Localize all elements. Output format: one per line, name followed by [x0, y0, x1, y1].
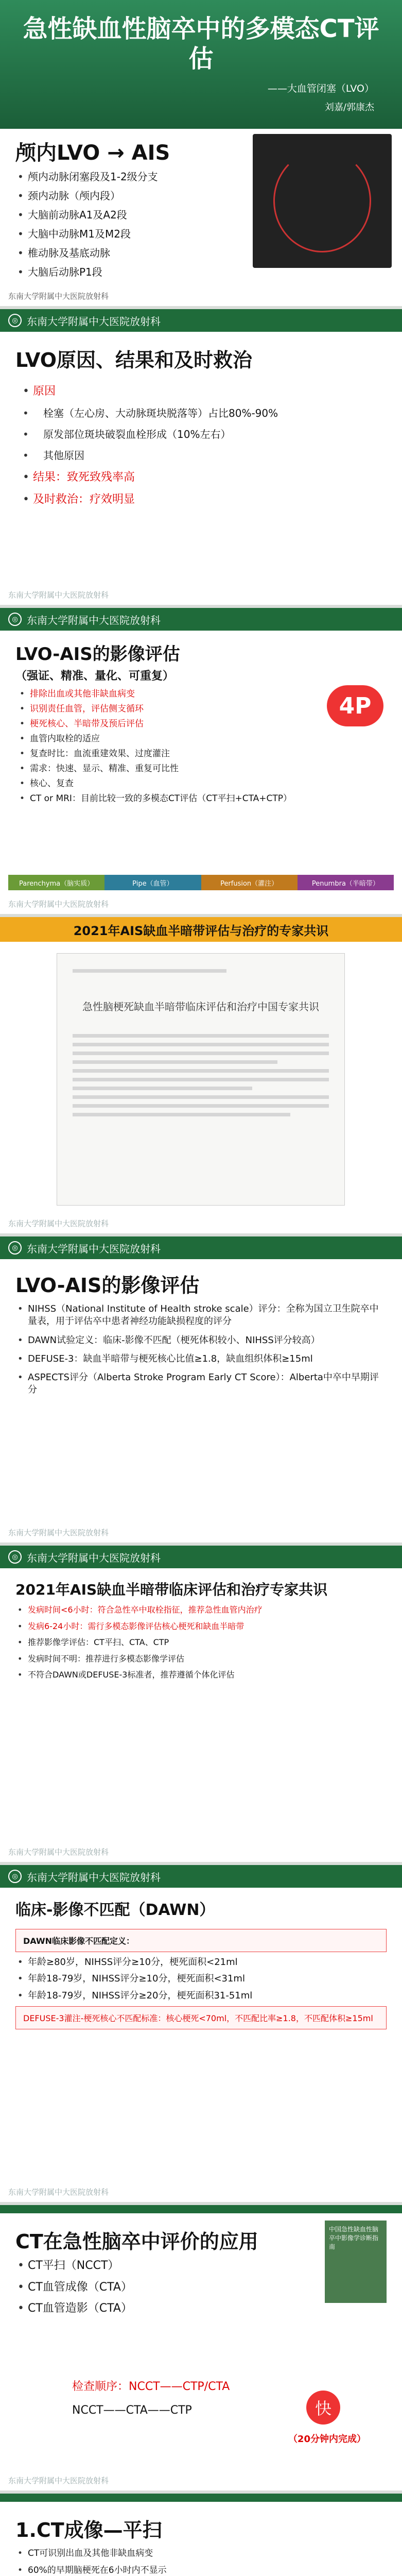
text-line [73, 1095, 329, 1099]
list-item: • 大脑后动脉P1段 [15, 265, 232, 279]
slide-header [0, 608, 402, 631]
list-item: • 颈内动脉（颅内段） [15, 189, 232, 203]
dawn-box [15, 1929, 387, 1952]
eval-list [0, 688, 402, 805]
p-pipe: Pipe（血管） [104, 875, 201, 890]
list-item: • 及时救治：疗效明显 [21, 492, 381, 507]
four-p-bar [8, 875, 394, 890]
list-item: • 发病6-24小时：需行多模态影像评估核心梗死和缺血半暗带 [15, 1621, 387, 1632]
text-line [73, 1043, 329, 1046]
list-item: • 椎动脉及基底动脉 [15, 246, 232, 260]
list-item: • 发病时间<6小时：符合急性卒中取栓指征，推荐急性血管内治疗 [15, 1604, 387, 1616]
slide-title-text: CT在急性脑卒中评价的应用 [15, 2230, 258, 2253]
text-line [73, 1034, 329, 1038]
watermark: 东南大学附属中大医院放射科 [8, 590, 109, 600]
logo-icon: ◎ [8, 314, 22, 327]
list-item: • 识别责任血管，评估侧支循环 [18, 703, 384, 715]
list-item: • 发病时间不明：推荐进行多模态影像学评估 [15, 1653, 387, 1665]
defuse-text: DEFUSE-3灌注-梗死核心不匹配标准：核心梗死<70ml，不匹配比率≥1.8，不匹配体积≥15ml [23, 2013, 373, 2023]
slide-footer [0, 2470, 402, 2490]
footer-brand: 东南大学附属中大医院放射科 [8, 291, 109, 301]
slide-title-text: LVO原因、结果和及时救治 [15, 349, 253, 371]
text-line [73, 1052, 329, 1055]
dawn-list [0, 1956, 402, 2002]
slide-title-text: LVO-AIS的影像评估 [15, 1274, 200, 1297]
list-item: • 梗死核心、半暗带及预后评估 [18, 718, 384, 730]
list-item: • 原因 [21, 384, 381, 399]
time-note: （20分钟内完成） [288, 2434, 366, 2445]
top-bar [0, 2494, 402, 2502]
slide-footer [0, 1522, 402, 1543]
header-brand: 东南大学附属中大医院放射科 [27, 1242, 161, 1255]
angiogram-image [253, 134, 392, 268]
list-item: • 年龄≥80岁，NIHSS评分≥10分，梗死面积<21ml [15, 1956, 387, 1969]
list-item: • CT血管成像（CTA） [15, 2280, 387, 2295]
text-line [73, 1113, 290, 1116]
list-item: • 不符合DAWN或DEFUSE-3标准者，推荐遵循个体化评估 [15, 1669, 387, 1681]
list-item: • 年龄18-79岁，NIHSS评分≥10分，梗死面积<31ml [15, 1973, 387, 1985]
header-brand: 东南大学附属中大医院放射科 [27, 1871, 161, 1884]
slide-ct-application [0, 2205, 402, 2494]
header-brand: 东南大学附属中大医院放射科 [27, 315, 161, 328]
list-item: • 排除出血或其他非缺血病变 [18, 688, 384, 700]
list-item: • CT or MRI：目前比较一致的多模态CT评估（CT平扫+CTA+CTP） [18, 793, 384, 805]
watermark: 东南大学附属中大医院放射科 [8, 1847, 109, 1857]
list-item: • CT血管造影（CTA） [15, 2301, 387, 2316]
slide-lvo-cause [0, 309, 402, 608]
slide-title-text: 2021年AIS缺血半暗带临床评估和治疗专家共识 [15, 1581, 328, 1598]
slide-ct-plain [0, 2494, 402, 2576]
slide-scores [0, 1236, 402, 1546]
ct-list [0, 2258, 402, 2316]
subtitle: ——大血管闭塞（LVO） [267, 83, 374, 95]
list-item: • 60%的早期脑梗死在6小时内不显示 [15, 2565, 242, 2576]
logo-icon: ◎ [8, 613, 22, 626]
header-brand: 东南大学附属中大医院放射科 [27, 1551, 161, 1564]
arrow-icon: → [107, 141, 132, 165]
main-title: 急性缺血性脑卒中的多模态CT评估 [23, 14, 379, 73]
slide-title-text: 临床-影像不匹配（DAWN） [15, 1901, 215, 1919]
vessel-shape [273, 149, 371, 252]
badge-4p: 4P [327, 685, 383, 726]
guideline-list [0, 1604, 402, 1681]
flow-line: 检查顺序：NCCT——CTP/CTA [72, 2380, 230, 2393]
logo-icon: ◎ [8, 1241, 22, 1255]
header-brand: 东南大学附属中大医院放射科 [27, 614, 161, 626]
list-item: • 大脑前动脉A1及A2段 [15, 208, 232, 222]
cause-list [0, 378, 402, 521]
list-item: • CT平扫（NCCT） [15, 2258, 387, 2274]
paper-title: 急性脑梗死缺血半暗带临床评估和治疗中国专家共识 [82, 1001, 319, 1013]
score-list [0, 1303, 402, 1397]
list-item: • NIHSS（National Institute of Health stroke scale）评分：全称为国立卫生院卒中量表，用于评估卒中患者神经功能缺损程度的评分 [15, 1303, 387, 1328]
slide-title-text: 1.CT成像—平扫 [15, 2519, 162, 2541]
slide-dawn [0, 1865, 402, 2205]
list-item: • 结果：致死致残率高 [21, 470, 381, 485]
p-parenchyma: Parenchyma（脑实质） [8, 875, 104, 890]
list-item: • 推荐影像学评估：CT平扫、CTA、CTP [15, 1637, 387, 1648]
text-line [73, 1069, 329, 1073]
p-perfusion: Perfusion（灌注） [201, 875, 298, 890]
box-title: DAWN临床影像不匹配定义： [23, 1936, 134, 1946]
watermark: 东南大学附属中大医院放射科 [8, 899, 109, 909]
exam-order [72, 2375, 230, 2422]
paper-image [57, 953, 345, 1206]
text-line [73, 1087, 252, 1090]
slide-footer [0, 584, 402, 605]
lvo-label [15, 137, 170, 166]
title-banner [0, 0, 402, 129]
flow-line: NCCT——CTA——CTP [72, 2404, 192, 2417]
book-title: 中国急性缺血性脑卒中影像学诊断指南 [329, 2226, 379, 2250]
slide-footer [0, 285, 402, 306]
slide-subtitle: （强证、精准、量化、可重复） [15, 670, 174, 683]
list-item: • DEFUSE-3：缺血半暗带与梗死核心比值≥1.8，缺血组织体积≥15ml [15, 1353, 387, 1365]
plain-ct-list [0, 2548, 257, 2576]
list-item: • 栓塞（左心房、大动脉斑块脱落等）占比80%-90% [21, 406, 381, 420]
list-item: • 需求：快速、显示、精准、重复可比性 [18, 763, 384, 775]
list-item: • 年龄18-79岁，NIHSS评分≥20分，梗死面积31-51ml [15, 1990, 387, 2002]
slide-imaging-eval [0, 608, 402, 917]
list-item: • 血管内取栓的适应 [18, 733, 384, 745]
list-item: • DAWN试验定义：临床-影像不匹配（梗死体积较小、NIHSS评分较高） [15, 1334, 387, 1347]
list-item: • 核心、复查 [18, 778, 384, 790]
logo-icon: ◎ [8, 1550, 22, 1564]
slide-title-text: LVO-AIS的影像评估 [15, 644, 180, 665]
slide-header [0, 1546, 402, 1568]
list-item: • CT可识别出血及其他非缺血病变 [15, 2548, 242, 2560]
watermark: 东南大学附属中大医院放射科 [8, 1218, 109, 1228]
ais-text: AIS [131, 141, 170, 165]
logo-icon: ◎ [8, 1870, 22, 1883]
fast-badge: 快 [306, 2391, 340, 2425]
watermark: 东南大学附属中大医院放射科 [8, 2187, 109, 2197]
list-item: • ASPECTS评分（Alberta Stroke Program Early CT Score）：Alberta中卒中早期评分 [15, 1371, 387, 1397]
list-item: • 其他原因 [21, 449, 381, 463]
lvo-list [15, 170, 232, 284]
consensus-banner: 2021年AIS缺血半暗带评估与治疗的专家共识 [0, 917, 402, 942]
list-item: • 颅内动脉闭塞段及1-2级分支 [15, 170, 232, 184]
slide-guideline [0, 1546, 402, 1865]
text-line [73, 1078, 329, 1081]
list-item: • 复查时比：血流重建效果、过度灌注 [18, 748, 384, 760]
lvo-text: 颅内LVO [15, 141, 100, 165]
list-item: • 大脑中动脉M1及M2段 [15, 227, 232, 241]
author: 刘嘉/郭康杰 [324, 102, 374, 113]
slide-footer [0, 1213, 402, 1233]
p-penumbra: Penumbra（半暗带） [298, 875, 394, 890]
text-line [73, 1060, 277, 1064]
slide-footer [0, 2181, 402, 2202]
slide-consensus [0, 917, 402, 1236]
slide-title [0, 0, 402, 309]
text-line [73, 969, 226, 973]
slide-header [0, 1865, 402, 1888]
defuse-box [15, 2006, 387, 2029]
text-line [73, 1104, 329, 1108]
slide-footer [0, 893, 402, 914]
top-bar [0, 2205, 402, 2213]
slide-header [0, 309, 402, 332]
watermark: 东南大学附属中大医院放射科 [8, 2476, 109, 2485]
list-item: • 原发部位斑块破裂血栓形成（10%左右） [21, 428, 381, 442]
slide-header [0, 1236, 402, 1259]
watermark: 东南大学附属中大医院放射科 [8, 1528, 109, 1537]
slide-footer [0, 1841, 402, 1862]
